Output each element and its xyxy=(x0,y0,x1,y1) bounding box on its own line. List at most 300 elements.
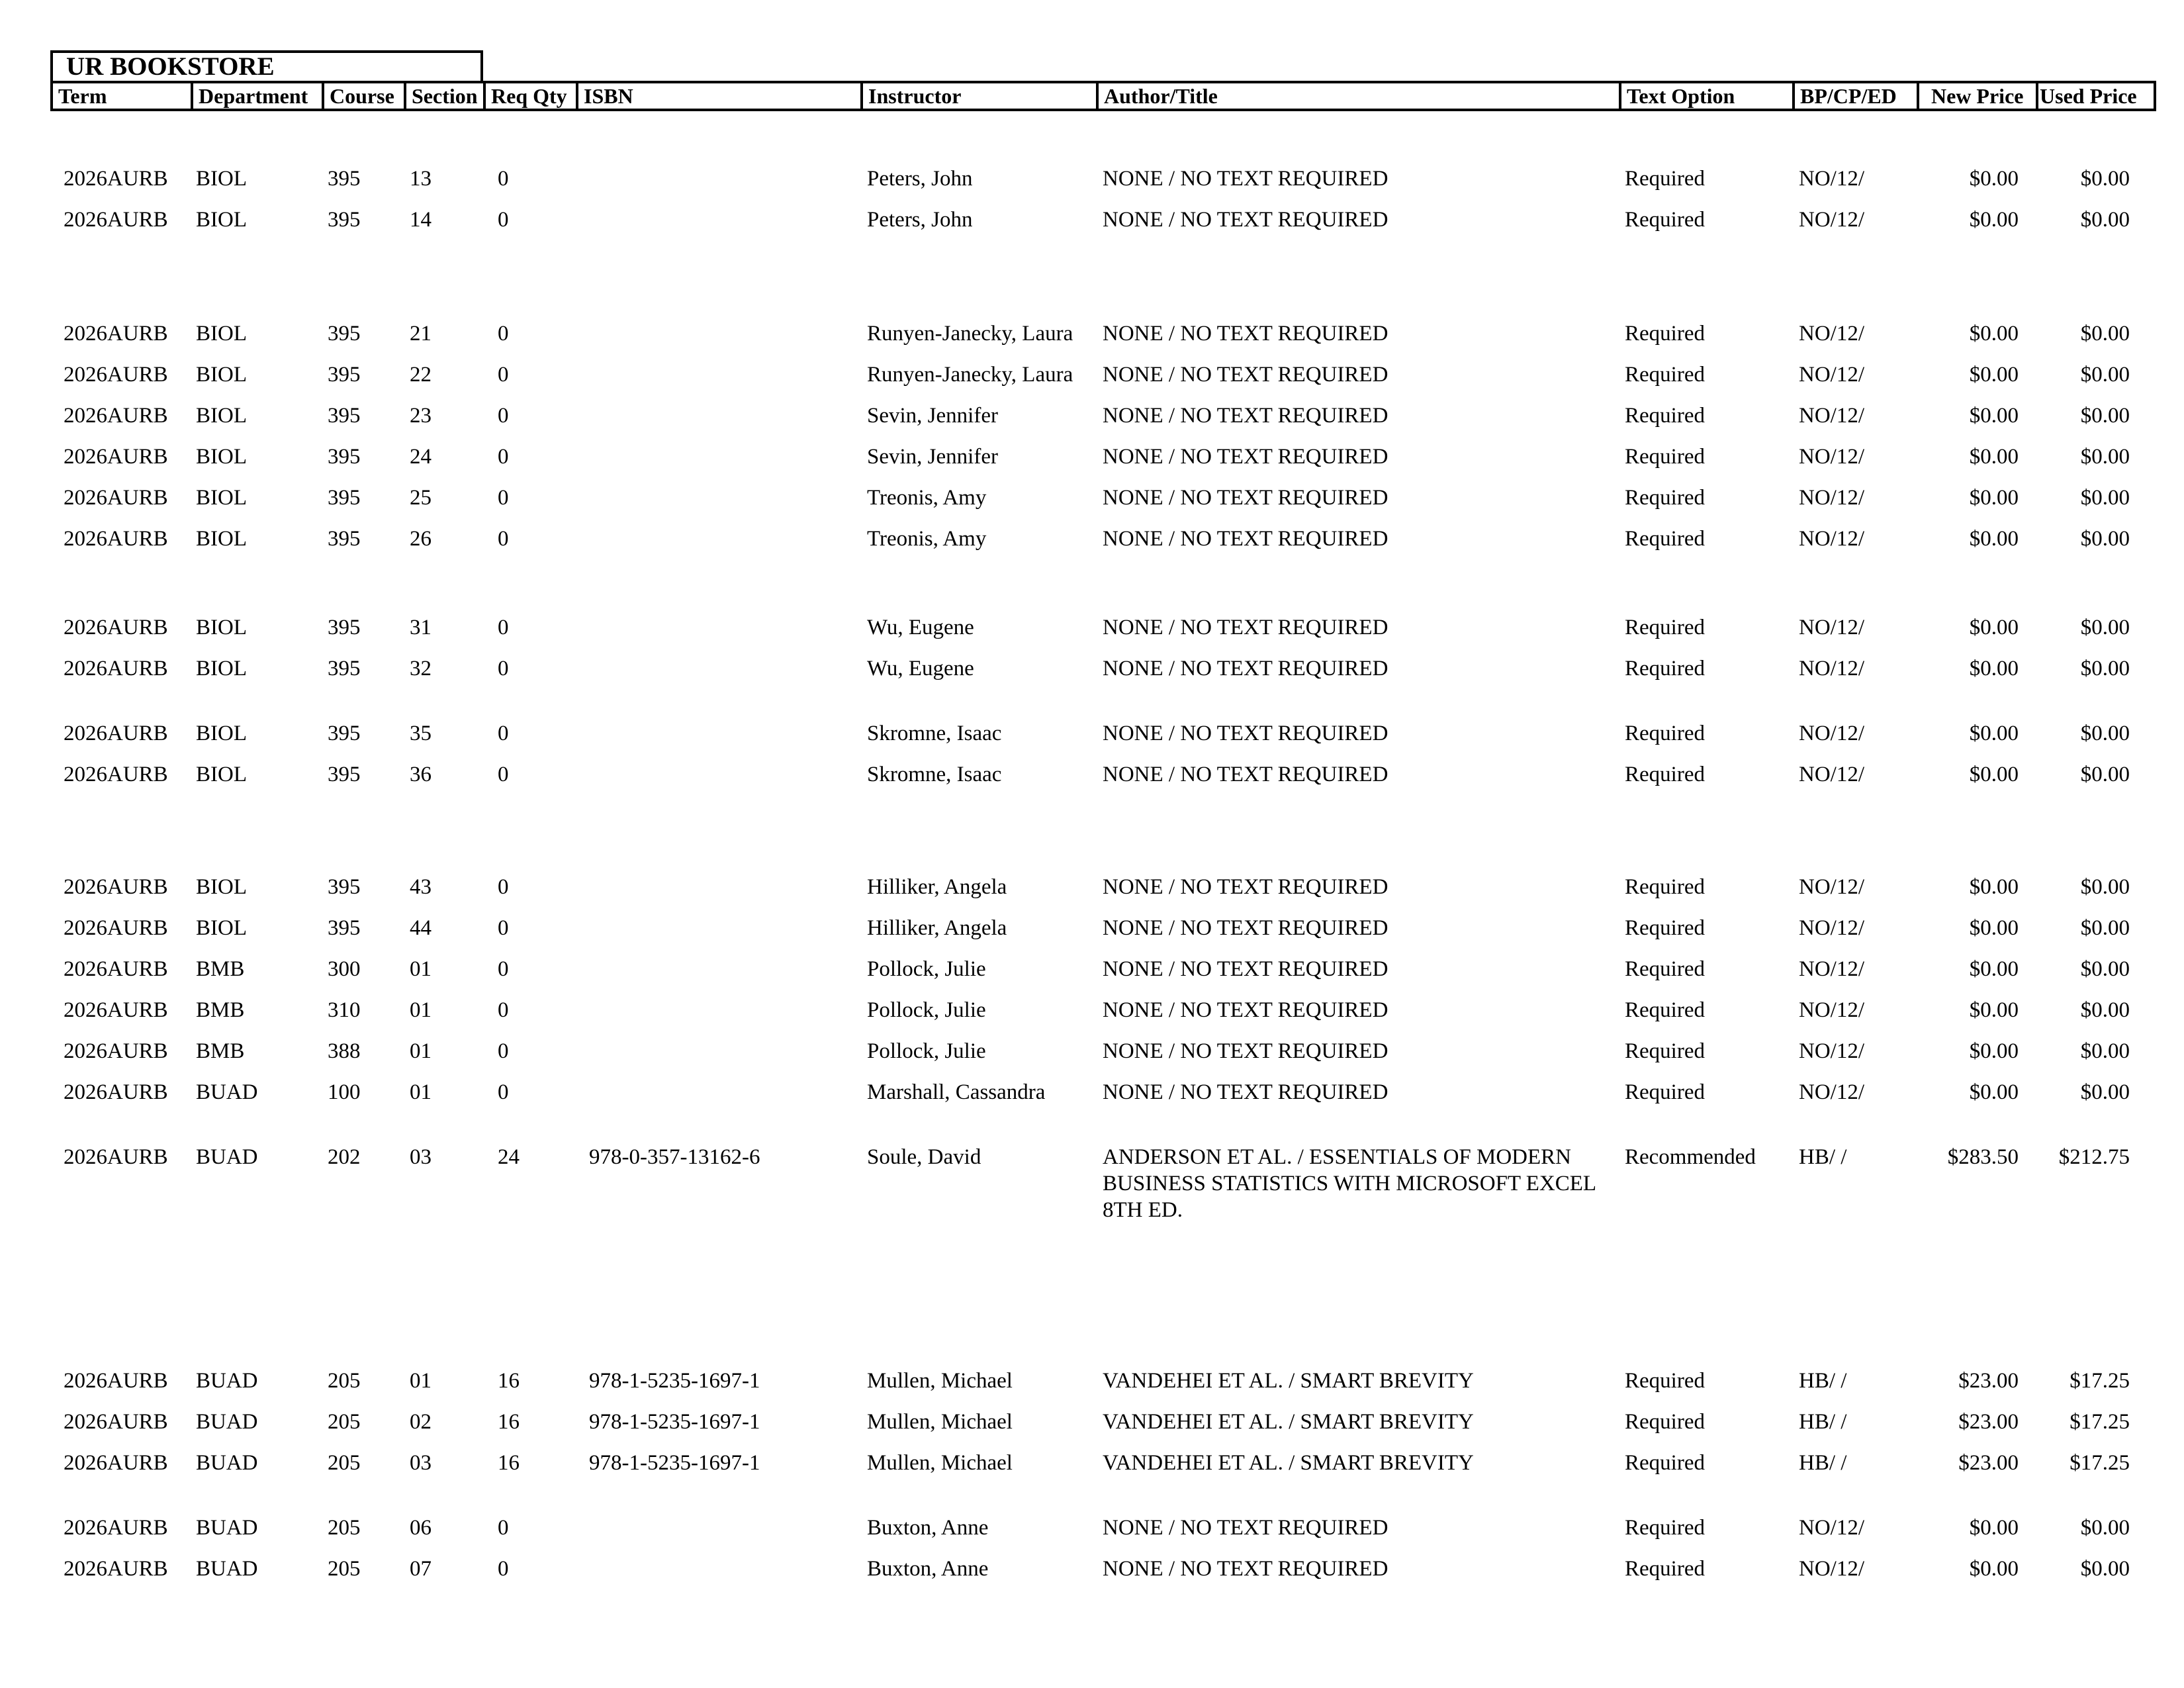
cell-instructor: Mullen, Michael xyxy=(867,1451,1013,1475)
cell-section: 36 xyxy=(410,763,432,786)
cell-department: BIOL xyxy=(196,527,247,551)
cell-department: BIOL xyxy=(196,486,247,510)
cell-section: 35 xyxy=(410,722,432,745)
cell-used-price: $212.75 xyxy=(2058,1145,2130,1169)
table-row xyxy=(0,1144,2184,1222)
cell-req-qty: 0 xyxy=(498,875,509,899)
cell-new-price: $0.00 xyxy=(1969,916,2019,940)
cell-text-option: Required xyxy=(1625,957,1705,981)
cell-term: 2026AURB xyxy=(64,1039,168,1063)
cell-course: 395 xyxy=(328,167,361,191)
cell-department: BIOL xyxy=(196,916,247,940)
header-department: Department xyxy=(193,83,324,109)
cell-section: 23 xyxy=(410,404,432,428)
cell-req-qty: 0 xyxy=(498,322,509,346)
cell-author-title: VANDEHEI ET AL. / SMART BREVITY xyxy=(1103,1410,1474,1434)
cell-author-title: NONE / NO TEXT REQUIRED xyxy=(1103,527,1388,551)
cell-bp-cp-ed: NO/12/ xyxy=(1799,1516,1864,1540)
cell-req-qty: 0 xyxy=(498,1516,509,1540)
table-row xyxy=(0,720,2184,747)
cell-section: 01 xyxy=(410,957,432,981)
cell-author-title: NONE / NO TEXT REQUIRED xyxy=(1103,875,1388,899)
cell-new-price: $0.00 xyxy=(1969,875,2019,899)
table-row xyxy=(0,1368,2184,1394)
cell-new-price: $0.00 xyxy=(1969,363,2019,387)
cell-used-price: $0.00 xyxy=(2080,404,2130,428)
cell-term: 2026AURB xyxy=(64,167,168,191)
cell-term: 2026AURB xyxy=(64,208,168,232)
cell-bp-cp-ed: NO/12/ xyxy=(1799,1039,1864,1063)
table-row xyxy=(0,207,2184,233)
cell-bp-cp-ed: NO/12/ xyxy=(1799,1080,1864,1104)
cell-author-title: NONE / NO TEXT REQUIRED xyxy=(1103,445,1388,469)
cell-instructor: Runyen-Janecky, Laura xyxy=(867,363,1073,387)
cell-section: 26 xyxy=(410,527,432,551)
table-row xyxy=(0,956,2184,982)
table-row xyxy=(0,915,2184,941)
cell-new-price: $0.00 xyxy=(1969,616,2019,639)
header-used-price: Used Price xyxy=(2040,84,2137,108)
cell-bp-cp-ed: NO/12/ xyxy=(1799,875,1864,899)
cell-bp-cp-ed: NO/12/ xyxy=(1799,957,1864,981)
cell-used-price: $0.00 xyxy=(2080,208,2130,232)
cell-text-option: Required xyxy=(1625,167,1705,191)
header-new-price: New Price xyxy=(1919,83,2038,109)
cell-section: 22 xyxy=(410,363,432,387)
cell-course: 395 xyxy=(328,363,361,387)
header-bp-cp-ed: BP/CP/ED xyxy=(1795,83,1919,109)
cell-department: BIOL xyxy=(196,445,247,469)
cell-course: 395 xyxy=(328,486,361,510)
cell-text-option: Required xyxy=(1625,486,1705,510)
cell-instructor: Pollock, Julie xyxy=(867,998,986,1022)
cell-text-option: Required xyxy=(1625,445,1705,469)
cell-department: BIOL xyxy=(196,657,247,680)
cell-req-qty: 0 xyxy=(498,916,509,940)
cell-section: 24 xyxy=(410,445,432,469)
cell-new-price: $0.00 xyxy=(1969,1557,2019,1581)
cell-term: 2026AURB xyxy=(64,1516,168,1540)
cell-text-option: Required xyxy=(1625,1451,1705,1475)
cell-section: 14 xyxy=(410,208,432,232)
cell-author-title: NONE / NO TEXT REQUIRED xyxy=(1103,722,1388,745)
cell-course: 202 xyxy=(328,1145,361,1169)
cell-term: 2026AURB xyxy=(64,763,168,786)
cell-author-title: VANDEHEI ET AL. / SMART BREVITY xyxy=(1103,1369,1474,1393)
cell-new-price: $0.00 xyxy=(1969,167,2019,191)
cell-text-option: Required xyxy=(1625,875,1705,899)
cell-new-price: $0.00 xyxy=(1969,998,2019,1022)
cell-term: 2026AURB xyxy=(64,322,168,346)
cell-section: 02 xyxy=(410,1410,432,1434)
cell-section: 01 xyxy=(410,1080,432,1104)
header-author-title: Author/Title xyxy=(1099,83,1621,109)
cell-course: 395 xyxy=(328,527,361,551)
cell-instructor: Treonis, Amy xyxy=(867,486,987,510)
cell-isbn: 978-1-5235-1697-1 xyxy=(589,1369,760,1393)
cell-department: BIOL xyxy=(196,875,247,899)
cell-req-qty: 0 xyxy=(498,527,509,551)
cell-req-qty: 0 xyxy=(498,1039,509,1063)
cell-author-title: NONE / NO TEXT REQUIRED xyxy=(1103,322,1388,346)
cell-department: BUAD xyxy=(196,1080,258,1104)
cell-department: BIOL xyxy=(196,167,247,191)
table-row xyxy=(0,526,2184,552)
cell-used-price: $0.00 xyxy=(2080,616,2130,639)
cell-author-title: NONE / NO TEXT REQUIRED xyxy=(1103,486,1388,510)
cell-department: BUAD xyxy=(196,1410,258,1434)
cell-course: 395 xyxy=(328,208,361,232)
cell-bp-cp-ed: NO/12/ xyxy=(1799,208,1864,232)
cell-course: 395 xyxy=(328,722,361,745)
cell-text-option: Required xyxy=(1625,763,1705,786)
cell-text-option: Required xyxy=(1625,1039,1705,1063)
cell-department: BUAD xyxy=(196,1557,258,1581)
cell-used-price: $0.00 xyxy=(2080,1080,2130,1104)
cell-instructor: Peters, John xyxy=(867,167,973,191)
cell-req-qty: 0 xyxy=(498,1557,509,1581)
cell-new-price: $23.00 xyxy=(1958,1369,2019,1393)
cell-course: 310 xyxy=(328,998,361,1022)
cell-used-price: $17.25 xyxy=(2070,1369,2130,1393)
cell-text-option: Required xyxy=(1625,208,1705,232)
cell-used-price: $0.00 xyxy=(2080,527,2130,551)
cell-author-title: NONE / NO TEXT REQUIRED xyxy=(1103,167,1388,191)
cell-text-option: Required xyxy=(1625,1369,1705,1393)
cell-department: BIOL xyxy=(196,322,247,346)
cell-course: 395 xyxy=(328,322,361,346)
cell-bp-cp-ed: HB/ / xyxy=(1799,1369,1847,1393)
cell-new-price: $283.50 xyxy=(1947,1145,2019,1169)
cell-term: 2026AURB xyxy=(64,1557,168,1581)
page-title: UR BOOKSTORE xyxy=(50,50,483,81)
cell-section: 01 xyxy=(410,1039,432,1063)
cell-text-option: Required xyxy=(1625,1557,1705,1581)
cell-used-price: $0.00 xyxy=(2080,363,2130,387)
cell-instructor: Pollock, Julie xyxy=(867,1039,986,1063)
cell-course: 395 xyxy=(328,763,361,786)
table-row xyxy=(0,874,2184,900)
table-row xyxy=(0,361,2184,388)
cell-used-price: $0.00 xyxy=(2080,957,2130,981)
cell-term: 2026AURB xyxy=(64,486,168,510)
cell-instructor: Peters, John xyxy=(867,208,973,232)
cell-term: 2026AURB xyxy=(64,445,168,469)
cell-text-option: Required xyxy=(1625,404,1705,428)
table-row xyxy=(0,1079,2184,1105)
cell-author-title: NONE / NO TEXT REQUIRED xyxy=(1103,998,1388,1022)
header-isbn: ISBN xyxy=(578,83,863,109)
cell-new-price: $0.00 xyxy=(1969,722,2019,745)
cell-section: 01 xyxy=(410,998,432,1022)
cell-text-option: Required xyxy=(1625,916,1705,940)
cell-department: BIOL xyxy=(196,363,247,387)
cell-term: 2026AURB xyxy=(64,616,168,639)
cell-instructor: Skromne, Isaac xyxy=(867,722,1002,745)
cell-req-qty: 0 xyxy=(498,445,509,469)
cell-new-price: $0.00 xyxy=(1969,322,2019,346)
cell-instructor: Pollock, Julie xyxy=(867,957,986,981)
cell-term: 2026AURB xyxy=(64,998,168,1022)
cell-instructor: Sevin, Jennifer xyxy=(867,445,998,469)
cell-author-title: NONE / NO TEXT REQUIRED xyxy=(1103,763,1388,786)
cell-term: 2026AURB xyxy=(64,1451,168,1475)
cell-used-price: $17.25 xyxy=(2070,1451,2130,1475)
cell-instructor: Sevin, Jennifer xyxy=(867,404,998,428)
cell-new-price: $23.00 xyxy=(1958,1410,2019,1434)
table-row xyxy=(0,997,2184,1023)
cell-term: 2026AURB xyxy=(64,1145,168,1169)
cell-section: 03 xyxy=(410,1145,432,1169)
cell-instructor: Skromne, Isaac xyxy=(867,763,1002,786)
cell-new-price: $0.00 xyxy=(1969,486,2019,510)
cell-text-option: Required xyxy=(1625,1080,1705,1104)
cell-req-qty: 0 xyxy=(498,363,509,387)
cell-course: 205 xyxy=(328,1410,361,1434)
cell-instructor: Wu, Eugene xyxy=(867,616,974,639)
cell-instructor: Marshall, Cassandra xyxy=(867,1080,1046,1104)
cell-bp-cp-ed: NO/12/ xyxy=(1799,616,1864,639)
cell-new-price: $0.00 xyxy=(1969,1516,2019,1540)
cell-req-qty: 16 xyxy=(498,1451,520,1475)
cell-req-qty: 0 xyxy=(498,486,509,510)
cell-isbn: 978-0-357-13162-6 xyxy=(589,1145,760,1169)
cell-term: 2026AURB xyxy=(64,1080,168,1104)
cell-department: BIOL xyxy=(196,208,247,232)
cell-instructor: Mullen, Michael xyxy=(867,1369,1013,1393)
cell-used-price: $0.00 xyxy=(2080,722,2130,745)
cell-department: BUAD xyxy=(196,1451,258,1475)
cell-text-option: Recommended xyxy=(1625,1145,1756,1169)
cell-used-price: $0.00 xyxy=(2080,322,2130,346)
cell-department: BUAD xyxy=(196,1369,258,1393)
cell-used-price: $17.25 xyxy=(2070,1410,2130,1434)
cell-req-qty: 0 xyxy=(498,616,509,639)
header-section: Section xyxy=(406,83,486,109)
cell-course: 300 xyxy=(328,957,361,981)
cell-bp-cp-ed: NO/12/ xyxy=(1799,657,1864,680)
cell-used-price: $0.00 xyxy=(2080,1039,2130,1063)
cell-instructor: Buxton, Anne xyxy=(867,1516,989,1540)
cell-req-qty: 0 xyxy=(498,722,509,745)
cell-req-qty: 0 xyxy=(498,657,509,680)
cell-course: 395 xyxy=(328,616,361,639)
cell-section: 03 xyxy=(410,1451,432,1475)
cell-bp-cp-ed: NO/12/ xyxy=(1799,998,1864,1022)
cell-bp-cp-ed: NO/12/ xyxy=(1799,527,1864,551)
table-row xyxy=(0,402,2184,429)
cell-instructor: Hilliker, Angela xyxy=(867,916,1007,940)
cell-author-title: NONE / NO TEXT REQUIRED xyxy=(1103,1039,1388,1063)
cell-course: 395 xyxy=(328,875,361,899)
cell-req-qty: 0 xyxy=(498,208,509,232)
header-text-option: Text Option xyxy=(1621,83,1795,109)
cell-term: 2026AURB xyxy=(64,1369,168,1393)
cell-term: 2026AURB xyxy=(64,916,168,940)
cell-course: 395 xyxy=(328,657,361,680)
cell-used-price: $0.00 xyxy=(2080,167,2130,191)
cell-text-option: Required xyxy=(1625,616,1705,639)
cell-term: 2026AURB xyxy=(64,957,168,981)
cell-department: BMB xyxy=(196,957,245,981)
table-row xyxy=(0,614,2184,641)
cell-course: 395 xyxy=(328,916,361,940)
cell-instructor: Runyen-Janecky, Laura xyxy=(867,322,1073,346)
cell-used-price: $0.00 xyxy=(2080,486,2130,510)
cell-req-qty: 0 xyxy=(498,957,509,981)
cell-section: 31 xyxy=(410,616,432,639)
cell-text-option: Required xyxy=(1625,527,1705,551)
cell-used-price: $0.00 xyxy=(2080,998,2130,1022)
cell-req-qty: 16 xyxy=(498,1369,520,1393)
cell-department: BMB xyxy=(196,1039,245,1063)
cell-bp-cp-ed: HB/ / xyxy=(1799,1145,1847,1169)
cell-bp-cp-ed: NO/12/ xyxy=(1799,763,1864,786)
cell-author-title: NONE / NO TEXT REQUIRED xyxy=(1103,916,1388,940)
cell-section: 01 xyxy=(410,1369,432,1393)
cell-req-qty: 0 xyxy=(498,1080,509,1104)
cell-used-price: $0.00 xyxy=(2080,1516,2130,1540)
cell-course: 205 xyxy=(328,1557,361,1581)
cell-department: BUAD xyxy=(196,1145,258,1169)
cell-req-qty: 0 xyxy=(498,998,509,1022)
cell-section: 07 xyxy=(410,1557,432,1581)
cell-text-option: Required xyxy=(1625,322,1705,346)
cell-course: 100 xyxy=(328,1080,361,1104)
cell-text-option: Required xyxy=(1625,722,1705,745)
cell-course: 395 xyxy=(328,404,361,428)
header-term: Term xyxy=(53,83,193,109)
table-row xyxy=(0,165,2184,192)
table-row xyxy=(0,1409,2184,1435)
cell-department: BIOL xyxy=(196,763,247,786)
cell-section: 21 xyxy=(410,322,432,346)
cell-term: 2026AURB xyxy=(64,722,168,745)
table-row xyxy=(0,1556,2184,1582)
cell-new-price: $0.00 xyxy=(1969,404,2019,428)
cell-req-qty: 0 xyxy=(498,763,509,786)
cell-course: 205 xyxy=(328,1451,361,1475)
table-row xyxy=(0,444,2184,470)
cell-course: 395 xyxy=(328,445,361,469)
cell-bp-cp-ed: NO/12/ xyxy=(1799,167,1864,191)
header-instructor: Instructor xyxy=(863,83,1099,109)
cell-isbn: 978-1-5235-1697-1 xyxy=(589,1451,760,1475)
cell-text-option: Required xyxy=(1625,1410,1705,1434)
cell-used-price: $0.00 xyxy=(2080,763,2130,786)
cell-text-option: Required xyxy=(1625,998,1705,1022)
cell-new-price: $0.00 xyxy=(1969,1039,2019,1063)
cell-section: 32 xyxy=(410,657,432,680)
cell-author-title: NONE / NO TEXT REQUIRED xyxy=(1103,957,1388,981)
cell-course: 205 xyxy=(328,1369,361,1393)
cell-section: 43 xyxy=(410,875,432,899)
cell-bp-cp-ed: NO/12/ xyxy=(1799,486,1864,510)
cell-author-title: NONE / NO TEXT REQUIRED xyxy=(1103,657,1388,680)
table-row xyxy=(0,1038,2184,1064)
cell-bp-cp-ed: HB/ / xyxy=(1799,1451,1847,1475)
cell-department: BIOL xyxy=(196,616,247,639)
header-req-qty: Req Qty xyxy=(486,83,578,109)
cell-term: 2026AURB xyxy=(64,363,168,387)
cell-bp-cp-ed: NO/12/ xyxy=(1799,916,1864,940)
cell-used-price: $0.00 xyxy=(2080,445,2130,469)
table-row xyxy=(0,320,2184,347)
cell-isbn: 978-1-5235-1697-1 xyxy=(589,1410,760,1434)
table-row xyxy=(0,1515,2184,1541)
cell-term: 2026AURB xyxy=(64,1410,168,1434)
cell-new-price: $0.00 xyxy=(1969,527,2019,551)
cell-author-title: NONE / NO TEXT REQUIRED xyxy=(1103,1516,1388,1540)
cell-instructor: Buxton, Anne xyxy=(867,1557,989,1581)
cell-author-title: NONE / NO TEXT REQUIRED xyxy=(1103,363,1388,387)
table-header xyxy=(50,81,2156,111)
cell-used-price: $0.00 xyxy=(2080,1557,2130,1581)
cell-instructor: Hilliker, Angela xyxy=(867,875,1007,899)
cell-bp-cp-ed: NO/12/ xyxy=(1799,722,1864,745)
cell-new-price: $0.00 xyxy=(1969,957,2019,981)
cell-instructor: Wu, Eugene xyxy=(867,657,974,680)
cell-section: 25 xyxy=(410,486,432,510)
cell-bp-cp-ed: NO/12/ xyxy=(1799,1557,1864,1581)
cell-bp-cp-ed: HB/ / xyxy=(1799,1410,1847,1434)
cell-bp-cp-ed: NO/12/ xyxy=(1799,322,1864,346)
cell-department: BMB xyxy=(196,998,245,1022)
cell-author-title: NONE / NO TEXT REQUIRED xyxy=(1103,1557,1388,1581)
table-row xyxy=(0,1450,2184,1476)
cell-req-qty: 0 xyxy=(498,404,509,428)
cell-department: BUAD xyxy=(196,1516,258,1540)
cell-bp-cp-ed: NO/12/ xyxy=(1799,363,1864,387)
cell-used-price: $0.00 xyxy=(2080,916,2130,940)
cell-text-option: Required xyxy=(1625,657,1705,680)
cell-term: 2026AURB xyxy=(64,875,168,899)
cell-instructor: Soule, David xyxy=(867,1145,981,1169)
cell-author-title: NONE / NO TEXT REQUIRED xyxy=(1103,616,1388,639)
cell-author-title: NONE / NO TEXT REQUIRED xyxy=(1103,208,1388,232)
cell-bp-cp-ed: NO/12/ xyxy=(1799,445,1864,469)
cell-author-title: VANDEHEI ET AL. / SMART BREVITY xyxy=(1103,1451,1474,1475)
cell-used-price: $0.00 xyxy=(2080,657,2130,680)
cell-instructor: Treonis, Amy xyxy=(867,527,987,551)
header-course: Course xyxy=(324,83,406,109)
table-row xyxy=(0,761,2184,788)
cell-section: 13 xyxy=(410,167,432,191)
cell-term: 2026AURB xyxy=(64,404,168,428)
cell-author-title: ANDERSON ET AL. / ESSENTIALS OF MODERN BUSINESS STATISTICS WITH MICROSOFT EXCEL 8TH ED. xyxy=(1103,1145,1596,1222)
cell-department: BIOL xyxy=(196,404,247,428)
cell-course: 388 xyxy=(328,1039,361,1063)
cell-new-price: $0.00 xyxy=(1969,445,2019,469)
cell-term: 2026AURB xyxy=(64,657,168,680)
cell-text-option: Required xyxy=(1625,1516,1705,1540)
cell-req-qty: 0 xyxy=(498,167,509,191)
cell-used-price: $0.00 xyxy=(2080,875,2130,899)
cell-section: 44 xyxy=(410,916,432,940)
table-row xyxy=(0,485,2184,511)
cell-new-price: $0.00 xyxy=(1969,763,2019,786)
cell-section: 06 xyxy=(410,1516,432,1540)
cell-new-price: $0.00 xyxy=(1969,657,2019,680)
table-row xyxy=(0,655,2184,682)
cell-req-qty: 16 xyxy=(498,1410,520,1434)
cell-term: 2026AURB xyxy=(64,527,168,551)
cell-author-title: NONE / NO TEXT REQUIRED xyxy=(1103,1080,1388,1104)
cell-new-price: $0.00 xyxy=(1969,208,2019,232)
cell-instructor: Mullen, Michael xyxy=(867,1410,1013,1434)
cell-department: BIOL xyxy=(196,722,247,745)
cell-text-option: Required xyxy=(1625,363,1705,387)
